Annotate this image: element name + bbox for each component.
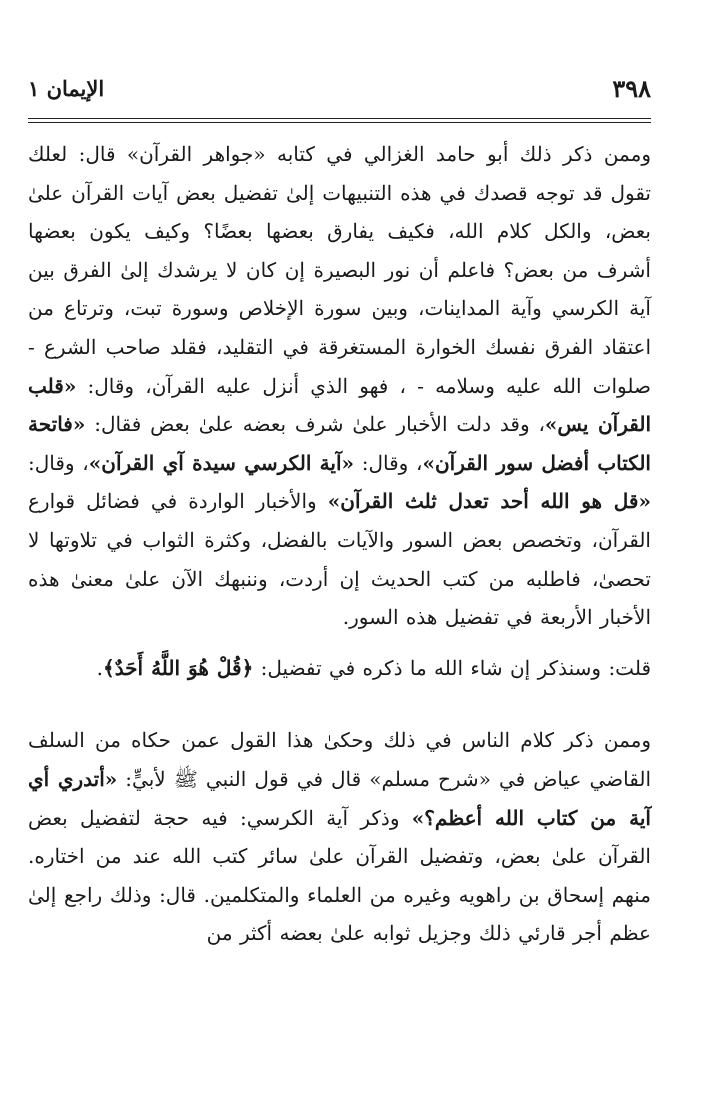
paragraph-2 [28, 649, 651, 688]
text-segment: قلت: وسنذكر إن شاء الله ما ذكره في تفضيل: [253, 655, 651, 680]
hadith-quote: «أتدري أي آية من كتاب الله أعظم؟» [28, 766, 651, 830]
text-segment: ، وقال: [28, 450, 89, 475]
paragraph-1 [28, 135, 651, 637]
text-segment: ، وقد دلت الأخبار علىٰ شرف بعضه علىٰ بعض فقال: [85, 412, 545, 437]
text-segment: وممن ذكر ذلك أبو حامد الغزالي في كتابه «جواهر القرآن» قال: لعلك تقول قد توجه قصدك في هذه التنبيهات إلىٰ تفضيل بعض آيات القرآن علىٰ بعض، والكل كلام الله، فكيف يفارق بعضها بعضًا؟ وكيف يكون بعضها أشرف من بعض؟ فاعلم أن نور البصيرة إن كان لا يرشدك إلىٰ الفرق بين آية الكرسي وآية المداينات، وبين سورة الإخلاص وسورة تبت، وترتاع من اعتقاد الفرق نفسك الخوارة المستغرقة في التقليد، فقلد صاحب الشرع - صلوات الله عليه وسلامه - ، فهو الذي أنزل عليه القرآن، وقال: [28, 142, 651, 398]
text-segment: ، وقال: [354, 450, 423, 475]
quran-verse: ﴿قُلْ هُوَ اللَّهُ أَحَدٌ﴾ [102, 655, 254, 680]
hadith-quote: «فاتحة الكتاب أفضل سور القرآن» [28, 412, 651, 475]
hadith-quote: «قل هو الله أحد تعدل ثلث القرآن» [327, 489, 651, 514]
text-segment: وممن ذكر كلام الناس في ذلك وحكىٰ هذا القول عمن حكاه من السلف القاضي عياض في «شرح مسلم» قال في قول النبي ﷺ لأبيٍّ: [28, 728, 651, 791]
header-rule [28, 118, 651, 123]
paragraph-3 [28, 721, 651, 953]
page-body [28, 135, 651, 953]
page-header [28, 74, 651, 110]
paragraph-gap [28, 637, 651, 649]
text-segment: وذكر آية الكرسي: فيه حجة لتفضيل بعض القرآن علىٰ بعض، وتفضيل القرآن علىٰ سائر كتب الله عند من اختاره. منهم إسحاق بن راهويه وغيره من العلماء والمتكلمين. قال: وذلك راجع إلىٰ عظم أجر قارئي ذلك وجزيل ثوابه علىٰ بعضه أكثر من [28, 805, 651, 946]
page-number: ٣٩٨ [612, 74, 651, 103]
text-segment: والأخبار الواردة في فضائل قوارع القرآن، وتخصص بعض السور والآيات بالفضل، وكثرة الثواب في تلاوتها لا تحصىٰ، فاطلبه من كتب الحديث إن أردت، وننبهك الآن علىٰ معنىٰ هذه الأخبار الأربعة في تفضيل هذه السور. [28, 489, 651, 630]
hadith-quote: «آية الكرسي سيدة آي القرآن» [88, 450, 355, 475]
hadith-quote: «قلب القرآن يس» [28, 373, 652, 437]
paragraph-gap [28, 687, 651, 721]
text-segment: . [96, 655, 103, 680]
running-title: الإيمان ١ [28, 76, 105, 101]
